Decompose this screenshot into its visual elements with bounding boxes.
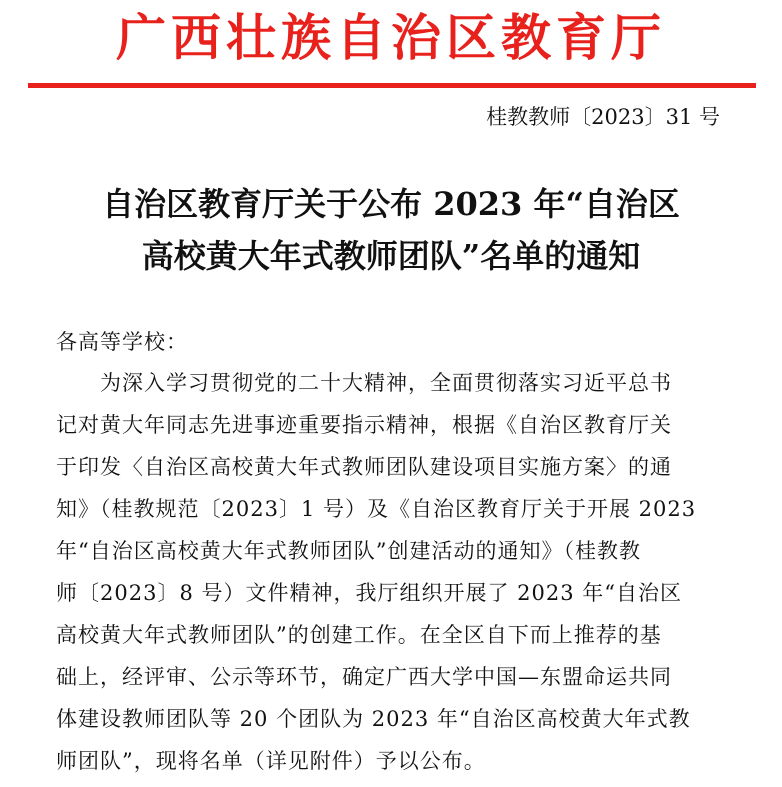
document-title-line-1: 自治区教育厅关于公布 2023 年“自治区 <box>102 185 680 223</box>
body-line: 础上，经评审、公示等环节，确定广西大学中国—东盟命运共同 <box>56 665 672 689</box>
body-line: 知》（桂教规范〔2023〕1 号）及《自治区教育厅关于开展 2023 <box>56 497 697 521</box>
body-line: 记对黄大年同志先进事迹重要指示精神，根据《自治区教育厅关 <box>56 413 672 437</box>
body-line: 为深入学习贯彻党的二十大精神，全面贯彻落实习近平总书 <box>100 371 672 395</box>
body-line: 年“自治区高校黄大年式教师团队”创建活动的通知》（桂教教 <box>56 539 641 563</box>
body-line: 高校黄大年式教师团队”的创建工作。在全区自下而上推荐的基 <box>56 623 662 647</box>
body-line: 体建设教师团队等 20 个团队为 2023 年“自治区高校黄大年式教 <box>56 707 691 731</box>
body-line: 于印发〈自治区高校黄大年式教师团队建设项目实施方案〉的通 <box>56 455 672 479</box>
body-line: 师〔2023〕8 号）文件精神，我厅组织开展了 2023 年“自治区 <box>56 581 683 605</box>
agency-header: 广西壮族自治区教育厅 <box>116 8 666 67</box>
red-divider-line <box>28 83 756 88</box>
body-line: 师团队”，现将名单（详见附件）予以公布。 <box>56 749 486 773</box>
salutation: 各高等学校： <box>56 330 188 354</box>
document-title-line-2: 高校黄大年式教师团队”名单的通知 <box>141 237 641 275</box>
document-number: 桂教教师〔2023〕31 号 <box>486 105 720 129</box>
